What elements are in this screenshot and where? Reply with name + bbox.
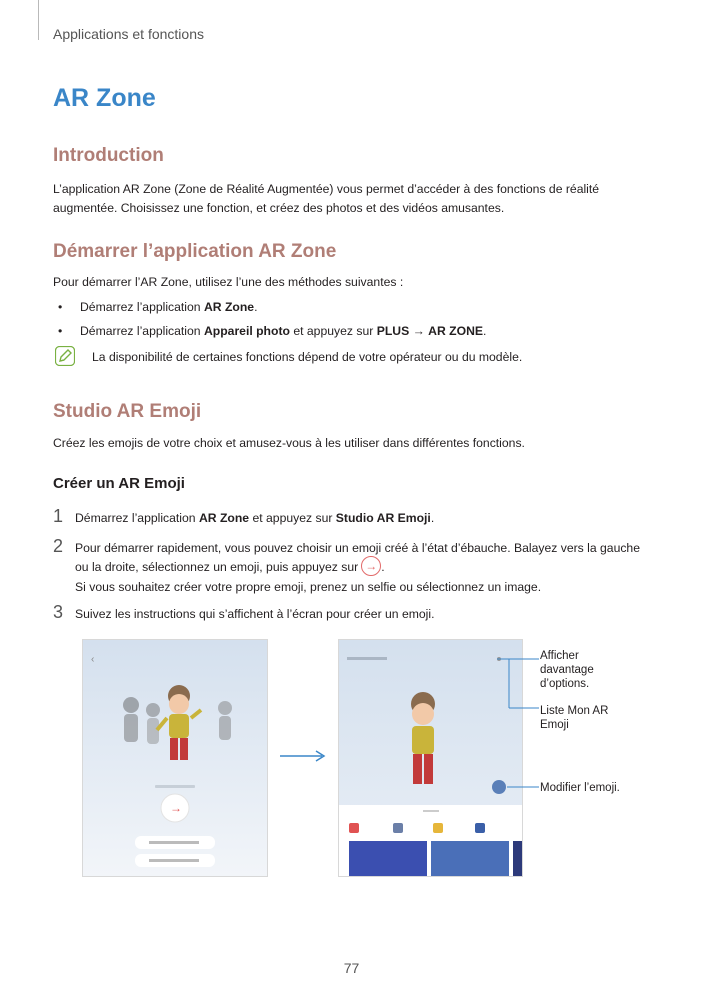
bullet-1-bold: AR Zone bbox=[203, 300, 255, 314]
step-2-line-2-end: . bbox=[381, 560, 385, 575]
page-title: AR Zone bbox=[53, 84, 156, 112]
bullet-2-bold-1: Appareil photo bbox=[203, 324, 290, 338]
studio-lead: Créez les emojis de votre choix et amusez-vous à les utiliser dans différentes fonctions. bbox=[53, 436, 525, 450]
bullet-item-1 bbox=[80, 300, 257, 314]
step-number-3: 3 bbox=[53, 602, 64, 622]
bullet-1-text: Démarrez l’application bbox=[80, 300, 204, 314]
step-1-end: . bbox=[430, 511, 435, 525]
callout-edit-emoji: Modifier l’emoji. bbox=[540, 782, 620, 794]
step-2-line-2-text: ou la droite, sélectionnez un emoji, puis appuyez sur bbox=[75, 560, 359, 575]
arrow-right-icon bbox=[280, 750, 326, 762]
page-number: 77 bbox=[343, 960, 360, 976]
callout-emoji-list: Liste Mon AR Emoji bbox=[540, 705, 609, 731]
intro-line-1: L’application AR Zone (Zone de Réalité Augmentée) vous permet d’accéder à des fonctions de réalité bbox=[53, 182, 600, 196]
bullet-dot: • bbox=[58, 300, 63, 314]
bullet-2-bold-3: AR ZONE bbox=[428, 324, 484, 338]
step-1-text bbox=[75, 509, 665, 528]
step-1-bold-1: AR Zone bbox=[198, 511, 250, 525]
arrow-right-icon: → bbox=[361, 556, 381, 576]
step-2-text bbox=[75, 539, 665, 597]
screenshot-start-screen bbox=[82, 639, 268, 877]
step-2-line-2 bbox=[75, 558, 665, 578]
section-heading-studio: Studio AR Emoji bbox=[53, 401, 202, 422]
step-2-line-1: Pour démarrer rapidement, vous pouvez choisir un emoji créé à l’état d’ébauche. Balayez vers la gauche bbox=[75, 541, 640, 555]
running-header: Applications et fonctions bbox=[53, 26, 204, 42]
step-number-1: 1 bbox=[53, 506, 64, 526]
step-number-2: 2 bbox=[53, 536, 64, 556]
section-heading-start: Démarrer l’application AR Zone bbox=[53, 241, 337, 262]
bullet-dot: • bbox=[58, 324, 63, 338]
subsection-heading-create: Créer un AR Emoji bbox=[53, 475, 185, 492]
start-lead: Pour démarrer l’AR Zone, utilisez l’une des méthodes suivantes : bbox=[53, 275, 404, 289]
header-rule bbox=[38, 0, 39, 40]
step-1-pre: Démarrez l’application bbox=[75, 511, 199, 525]
bullet-2-mid: et appuyez sur bbox=[289, 324, 377, 338]
bullet-item-2 bbox=[80, 324, 486, 338]
svg-text:‹: ‹ bbox=[91, 654, 95, 665]
note-text: La disponibilité de certaines fonctions dépend de votre opérateur ou du modèle. bbox=[92, 350, 523, 364]
bullet-2-bold-2: PLUS bbox=[376, 324, 410, 338]
bullet-2-end: . bbox=[483, 324, 487, 338]
step-1-mid: et appuyez sur bbox=[249, 511, 336, 525]
intro-paragraph bbox=[53, 180, 653, 218]
step-1-bold-2: Studio AR Emoji bbox=[335, 511, 431, 525]
intro-line-2: augmentée. Choisissez une fonction, et créez des photos et des vidéos amusantes. bbox=[53, 201, 505, 215]
bullet-2-text: Démarrez l’application bbox=[80, 324, 204, 338]
callout-lines bbox=[495, 652, 541, 802]
section-heading-introduction: Introduction bbox=[53, 145, 164, 166]
step-3-text: Suivez les instructions qui s’affichent à l’écran pour créer un emoji. bbox=[75, 607, 435, 621]
bullet-2-arrow: → bbox=[409, 324, 429, 338]
bullet-1-end: . bbox=[254, 300, 258, 314]
start-screen-illustration bbox=[83, 640, 267, 876]
note-icon bbox=[55, 346, 75, 366]
callout-more-options: Afficher davantage d’options. bbox=[540, 650, 594, 690]
svg-text:→: → bbox=[170, 801, 182, 815]
step-2-line-3: Si vous souhaitez créer votre propre emoji, prenez un selfie ou sélectionnez un image. bbox=[75, 580, 542, 594]
